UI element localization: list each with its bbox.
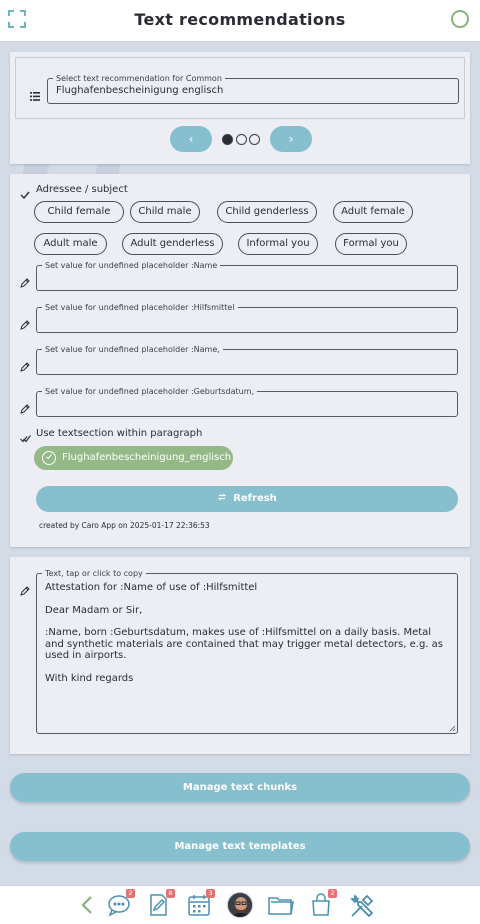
placeholder-geburtsdatum-legend: Set value for undefined placeholder :Geburtsdatum, <box>42 386 257 397</box>
edit-document-badge: 8 <box>166 889 175 898</box>
placeholder-name-legend: Set value for undefined placeholder :Name <box>42 260 220 271</box>
manage-text-templates-button[interactable]: Manage text templates <box>10 832 470 861</box>
manage-text-chunks-button[interactable]: Manage text chunks <box>10 773 470 802</box>
status-circle-icon[interactable] <box>451 10 469 28</box>
options-card <box>10 174 470 547</box>
resize-handle-icon[interactable] <box>449 725 455 731</box>
textsection-label: Use textsection within paragraph <box>36 428 203 439</box>
addressee-label: Adressee / subject <box>36 184 128 195</box>
textsection-tag[interactable] <box>34 446 233 470</box>
edit-document-icon[interactable] <box>147 889 173 917</box>
page-dot-3[interactable] <box>249 134 260 145</box>
selector-container <box>15 57 465 119</box>
chip-child-genderless[interactable]: Child genderless <box>217 201 317 223</box>
text-paragraph: Dear Madam or Sir, <box>45 604 143 616</box>
double-check-icon <box>20 429 30 439</box>
page-title: Text recommendations <box>134 10 346 29</box>
refresh-button[interactable] <box>36 486 458 512</box>
refresh-label: Refresh <box>233 493 277 504</box>
chip-child-male[interactable]: Child male <box>130 201 200 223</box>
chip-adult-female[interactable]: Adult female <box>333 201 413 223</box>
pencil-icon <box>20 581 30 591</box>
recommendation-selector-card <box>10 52 470 164</box>
pencil-icon <box>20 315 30 325</box>
textsection-tag-label: Flughafenbescheinigung_englisch <box>62 452 232 463</box>
text-output-card <box>10 557 470 754</box>
avatar[interactable] <box>227 892 253 918</box>
select-value: Flughafenbescheinigung englisch <box>56 85 224 96</box>
folder-icon[interactable] <box>267 893 291 917</box>
list-icon <box>30 86 40 95</box>
text-output-field[interactable] <box>36 569 458 734</box>
previous-page-button[interactable]: ‹ <box>170 126 212 152</box>
back-chevron-icon[interactable] <box>76 893 100 917</box>
select-legend: Select text recommendation for Common <box>53 73 225 84</box>
page-dot-2[interactable] <box>236 134 247 145</box>
shopping-bag-icon[interactable] <box>309 889 335 917</box>
text-paragraph: Attestation for :Name of use of :Hilfsmittel <box>45 582 258 593</box>
pencil-icon <box>20 273 30 283</box>
check-icon <box>20 185 30 195</box>
bottom-navigation <box>0 885 480 924</box>
chip-child-female[interactable]: Child female <box>34 201 124 223</box>
chat-badge: 2 <box>126 889 135 898</box>
chip-adult-genderless[interactable]: Adult genderless <box>122 233 223 255</box>
chip-adult-male[interactable]: Adult male <box>34 233 107 255</box>
chat-icon[interactable] <box>107 889 133 917</box>
text-output-body[interactable] <box>45 582 450 695</box>
calendar-badge: 3 <box>206 889 215 898</box>
calendar-icon[interactable] <box>187 889 213 917</box>
next-page-button[interactable]: › <box>270 126 312 152</box>
text-paragraph: With kind regards <box>45 672 134 684</box>
text-output-legend: Text, tap or click to copy <box>42 568 146 579</box>
placeholder-geburtsdatum-field[interactable] <box>36 387 458 417</box>
placeholder-hilfsmittel-field[interactable] <box>36 303 458 333</box>
refresh-icon <box>217 492 227 502</box>
shopping-bag-badge: 2 <box>328 889 337 898</box>
placeholder-name-comma-field[interactable] <box>36 345 458 375</box>
placeholder-hilfsmittel-legend: Set value for undefined placeholder :Hilfsmittel <box>42 302 238 313</box>
app-header <box>0 0 480 42</box>
chip-informal-you[interactable]: Informal you <box>238 233 318 255</box>
placeholder-name-comma-legend: Set value for undefined placeholder :Name, <box>42 344 223 355</box>
pencil-icon <box>20 357 30 367</box>
chip-formal-you[interactable]: Formal you <box>335 233 407 255</box>
recommendation-select[interactable] <box>47 74 459 104</box>
pencil-icon <box>20 399 30 409</box>
created-by-meta: created by Caro App on 2025-01-17 22:36:53 <box>39 521 210 530</box>
text-paragraph: :Name, born :Geburtsdatum, makes use of :Hilfsmittel on a daily basis. Metal and synthetic materials are contained that may trigger metal detectors, e.g. as used in airports. <box>45 627 443 661</box>
placeholder-name-field[interactable] <box>36 261 458 291</box>
tools-icon[interactable] <box>349 893 373 917</box>
page-dot-1[interactable] <box>222 134 233 145</box>
